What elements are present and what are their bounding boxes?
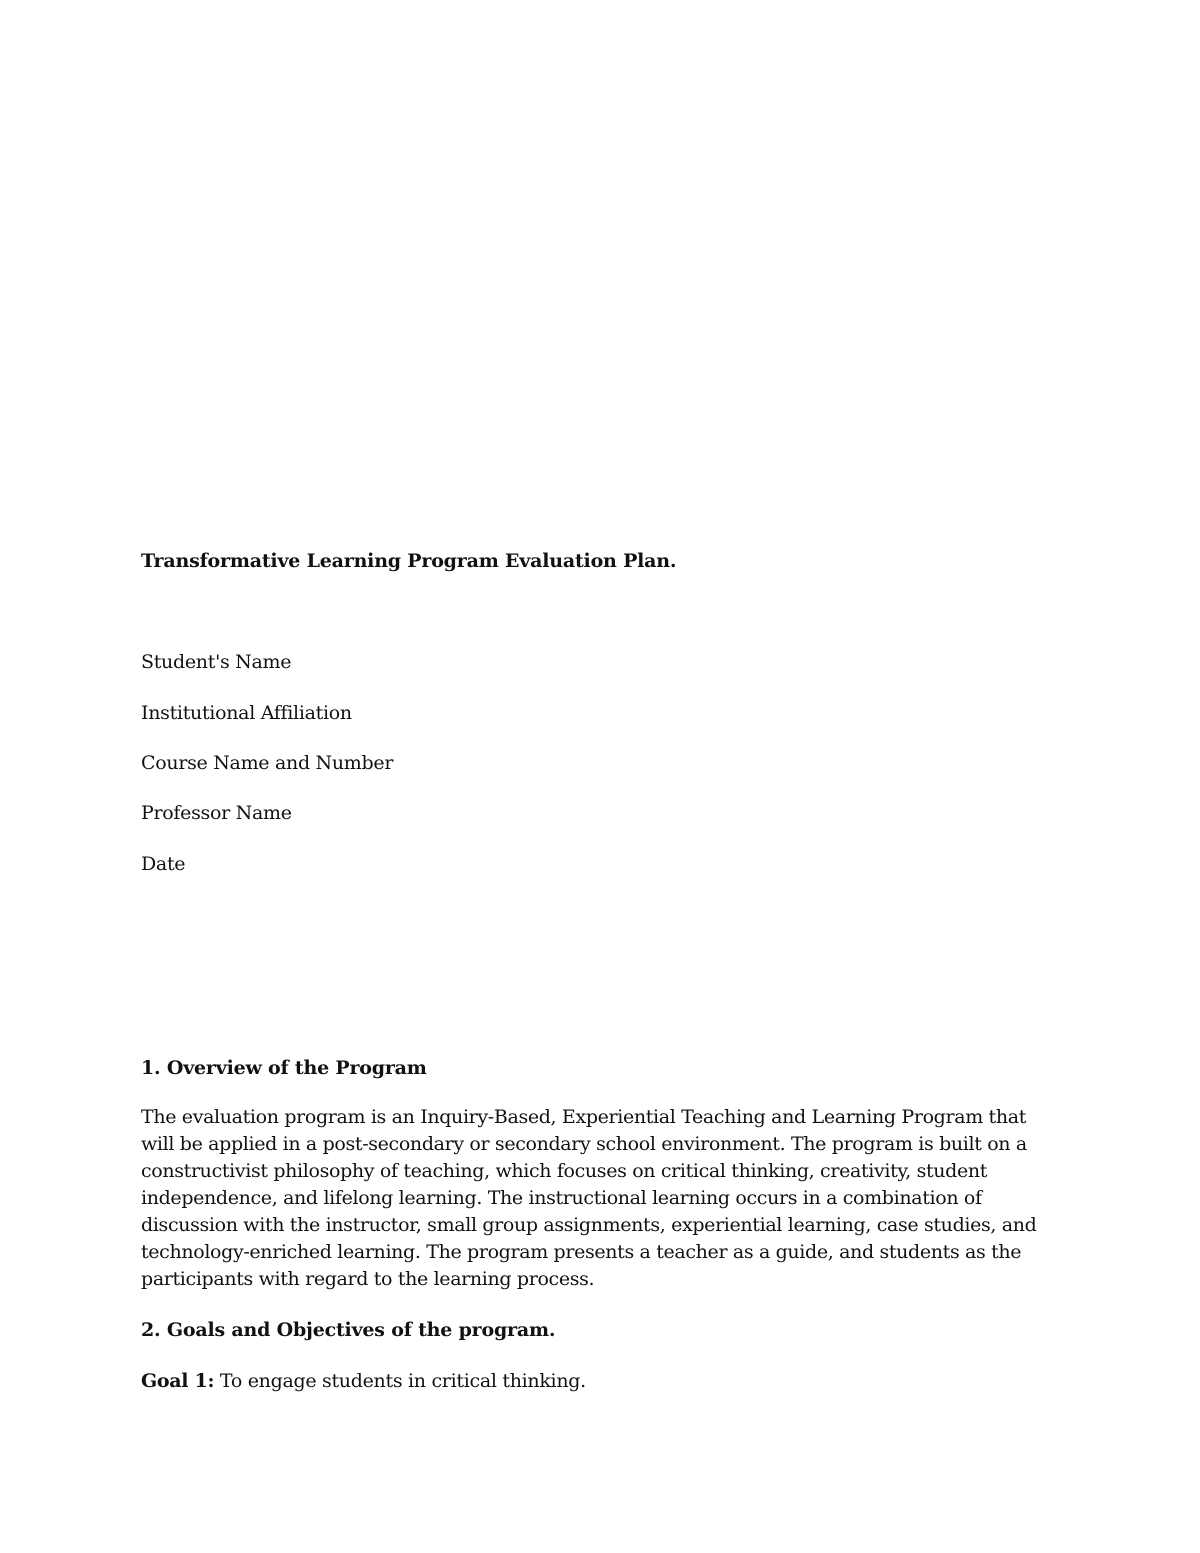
goal-1-label: Goal 1: [141, 1370, 215, 1392]
section-heading-goals: 2. Goals and Objectives of the program. [141, 1319, 556, 1341]
document-title: Transformative Learning Program Evaluation Plan. [141, 550, 677, 572]
professor-line: Professor Name [141, 802, 292, 824]
goal-1-line [141, 1369, 586, 1393]
course-line: Course Name and Number [141, 752, 394, 774]
goal-1-text: To engage students in critical thinking. [214, 1370, 586, 1392]
student-name-line: Student's Name [141, 651, 292, 673]
institution-line: Institutional Affiliation [141, 702, 352, 724]
section-heading-overview: 1. Overview of the Program [141, 1057, 427, 1079]
overview-paragraph: The evaluation program is an Inquiry-Based, Experiential Teaching and Learning Program that will be applied in a post-secondary or secondary school environment. The program is built on a constructivist philosophy of teaching, which focuses on critical thinking, creativity, student independence, and lifelong learning. The instructional learning occurs in a combination of discussion with the instructor, small group assignments, experiential learning, case studies, and technology-enriched learning. The program presents a teacher as a guide, and students as the participants with regard to the learning process. [141, 1106, 1037, 1290]
date-line: Date [141, 853, 186, 875]
